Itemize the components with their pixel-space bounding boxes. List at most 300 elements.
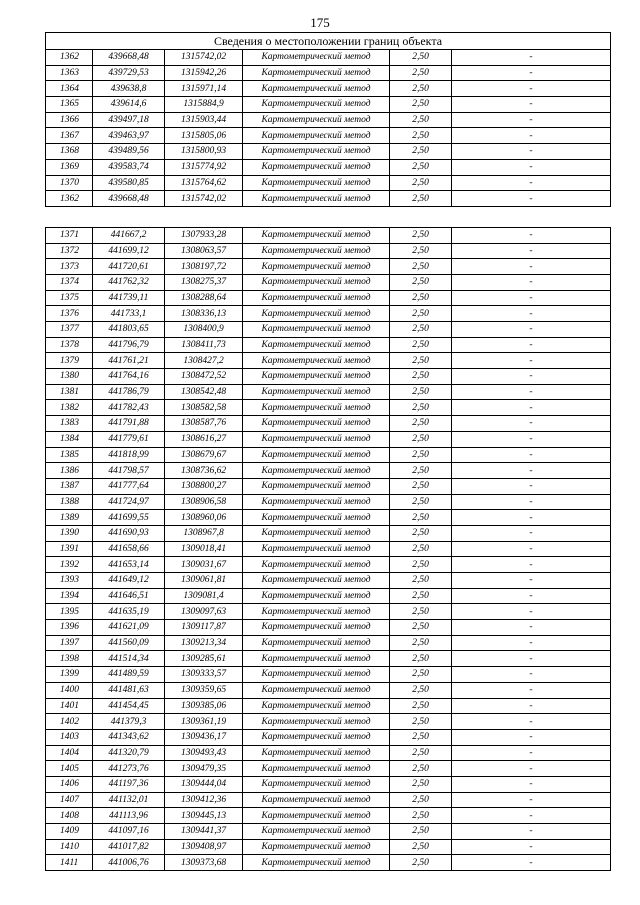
cell-method: Картометрический метод [243, 50, 390, 66]
cell-accuracy: 2,50 [390, 159, 452, 175]
cell-y-coordinate: 1309445,13 [165, 808, 243, 824]
table-row [46, 604, 611, 620]
cell-x-coordinate: 441762,32 [93, 274, 165, 290]
cell-y-coordinate: 1309493,43 [165, 745, 243, 761]
cell-y-coordinate: 1309061,81 [165, 573, 243, 589]
cell-method: Картометрический метод [243, 97, 390, 113]
cell-x-coordinate: 441514,34 [93, 651, 165, 667]
cell-point-number: 1393 [46, 573, 93, 589]
cell-point-number: 1401 [46, 698, 93, 714]
cell-description: - [452, 604, 611, 620]
boundary-table [45, 32, 611, 871]
cell-method: Картометрический метод [243, 81, 390, 97]
cell-description: - [452, 400, 611, 416]
table-row [46, 651, 611, 667]
cell-accuracy: 2,50 [390, 855, 452, 871]
cell-point-number: 1368 [46, 144, 93, 160]
cell-point-number: 1371 [46, 227, 93, 243]
cell-y-coordinate: 1309333,57 [165, 667, 243, 683]
cell-method: Картометрический метод [243, 855, 390, 871]
cell-method: Картометрический метод [243, 792, 390, 808]
table-row [46, 745, 611, 761]
table-row [46, 620, 611, 636]
cell-description: - [452, 776, 611, 792]
cell-method: Картометрический метод [243, 682, 390, 698]
cell-point-number: 1384 [46, 431, 93, 447]
cell-point-number: 1380 [46, 369, 93, 385]
cell-accuracy: 2,50 [390, 667, 452, 683]
cell-x-coordinate: 441113,96 [93, 808, 165, 824]
cell-point-number: 1394 [46, 588, 93, 604]
cell-accuracy: 2,50 [390, 776, 452, 792]
cell-description: - [452, 588, 611, 604]
cell-point-number: 1397 [46, 635, 93, 651]
cell-description: - [452, 635, 611, 651]
cell-method: Картометрический метод [243, 698, 390, 714]
cell-method: Картометрический метод [243, 557, 390, 573]
cell-accuracy: 2,50 [390, 604, 452, 620]
table-row [46, 541, 611, 557]
table-row [46, 353, 611, 369]
cell-x-coordinate: 439580,85 [93, 175, 165, 191]
cell-y-coordinate: 1309373,68 [165, 855, 243, 871]
cell-point-number: 1376 [46, 306, 93, 322]
cell-y-coordinate: 1308616,27 [165, 431, 243, 447]
cell-accuracy: 2,50 [390, 274, 452, 290]
cell-x-coordinate: 441646,51 [93, 588, 165, 604]
cell-accuracy: 2,50 [390, 839, 452, 855]
cell-y-coordinate: 1309444,04 [165, 776, 243, 792]
cell-point-number: 1387 [46, 478, 93, 494]
cell-accuracy: 2,50 [390, 588, 452, 604]
cell-x-coordinate: 441796,79 [93, 337, 165, 353]
cell-accuracy: 2,50 [390, 824, 452, 840]
cell-method: Картометрический метод [243, 447, 390, 463]
cell-description: - [452, 855, 611, 871]
cell-y-coordinate: 1309385,06 [165, 698, 243, 714]
cell-y-coordinate: 1308582,58 [165, 400, 243, 416]
cell-y-coordinate: 1309479,35 [165, 761, 243, 777]
cell-point-number: 1378 [46, 337, 93, 353]
cell-y-coordinate: 1309018,41 [165, 541, 243, 557]
cell-x-coordinate: 441764,16 [93, 369, 165, 385]
cell-description: - [452, 447, 611, 463]
cell-x-coordinate: 439668,48 [93, 191, 165, 207]
table-row [46, 792, 611, 808]
cell-method: Картометрический метод [243, 588, 390, 604]
cell-method: Картометрический метод [243, 353, 390, 369]
cell-accuracy: 2,50 [390, 81, 452, 97]
cell-accuracy: 2,50 [390, 50, 452, 66]
cell-x-coordinate: 441699,55 [93, 510, 165, 526]
cell-point-number: 1409 [46, 824, 93, 840]
cell-method: Картометрический метод [243, 175, 390, 191]
cell-accuracy: 2,50 [390, 306, 452, 322]
cell-description: - [452, 65, 611, 81]
table-row [46, 682, 611, 698]
cell-accuracy: 2,50 [390, 541, 452, 557]
cell-accuracy: 2,50 [390, 651, 452, 667]
cell-y-coordinate: 1309117,87 [165, 620, 243, 636]
cell-y-coordinate: 1309361,19 [165, 714, 243, 730]
cell-point-number: 1407 [46, 792, 93, 808]
page-number: 175 [310, 15, 330, 30]
table-row [46, 175, 611, 191]
cell-x-coordinate: 441782,43 [93, 400, 165, 416]
cell-point-number: 1406 [46, 776, 93, 792]
cell-description: - [452, 191, 611, 207]
table-row [46, 337, 611, 353]
cell-x-coordinate: 439729,53 [93, 65, 165, 81]
cell-description: - [452, 808, 611, 824]
table-row [46, 698, 611, 714]
cell-method: Картометрический метод [243, 306, 390, 322]
cell-method: Картометрический метод [243, 144, 390, 160]
table-row [46, 97, 611, 113]
cell-x-coordinate: 441097,16 [93, 824, 165, 840]
table-row [46, 274, 611, 290]
cell-y-coordinate: 1309412,36 [165, 792, 243, 808]
cell-y-coordinate: 1308800,27 [165, 478, 243, 494]
table-title-row [46, 33, 611, 50]
cell-accuracy: 2,50 [390, 447, 452, 463]
cell-y-coordinate: 1315774,92 [165, 159, 243, 175]
cell-accuracy: 2,50 [390, 175, 452, 191]
cell-method: Картометрический метод [243, 274, 390, 290]
cell-accuracy: 2,50 [390, 227, 452, 243]
cell-y-coordinate: 1309408,97 [165, 839, 243, 855]
cell-y-coordinate: 1308906,58 [165, 494, 243, 510]
cell-method: Картометрический метод [243, 573, 390, 589]
cell-point-number: 1363 [46, 65, 93, 81]
cell-y-coordinate: 1308288,64 [165, 290, 243, 306]
table-row [46, 714, 611, 730]
cell-method: Картометрический метод [243, 463, 390, 479]
cell-x-coordinate: 441720,61 [93, 259, 165, 275]
cell-accuracy: 2,50 [390, 65, 452, 81]
table-row [46, 839, 611, 855]
cell-x-coordinate: 441798,57 [93, 463, 165, 479]
cell-description: - [452, 128, 611, 144]
cell-method: Картометрический метод [243, 510, 390, 526]
cell-point-number: 1405 [46, 761, 93, 777]
cell-method: Картометрический метод [243, 839, 390, 855]
cell-x-coordinate: 441649,12 [93, 573, 165, 589]
cell-x-coordinate: 441699,12 [93, 243, 165, 259]
block-separator [46, 206, 611, 227]
cell-accuracy: 2,50 [390, 698, 452, 714]
cell-point-number: 1398 [46, 651, 93, 667]
cell-description: - [452, 431, 611, 447]
cell-point-number: 1377 [46, 322, 93, 338]
cell-x-coordinate: 441667,2 [93, 227, 165, 243]
cell-accuracy: 2,50 [390, 416, 452, 432]
cell-accuracy: 2,50 [390, 808, 452, 824]
cell-accuracy: 2,50 [390, 97, 452, 113]
cell-description: - [452, 541, 611, 557]
cell-point-number: 1403 [46, 729, 93, 745]
cell-description: - [452, 714, 611, 730]
cell-x-coordinate: 441481,63 [93, 682, 165, 698]
cell-point-number: 1364 [46, 81, 93, 97]
cell-x-coordinate: 441818,99 [93, 447, 165, 463]
cell-y-coordinate: 1308063,57 [165, 243, 243, 259]
cell-description: - [452, 243, 611, 259]
cell-method: Картометрический метод [243, 714, 390, 730]
cell-description: - [452, 761, 611, 777]
cell-method: Картометрический метод [243, 824, 390, 840]
table-row [46, 81, 611, 97]
cell-point-number: 1370 [46, 175, 93, 191]
table-row [46, 510, 611, 526]
table-row [46, 729, 611, 745]
cell-y-coordinate: 1308679,67 [165, 447, 243, 463]
cell-description: - [452, 306, 611, 322]
cell-y-coordinate: 1309213,34 [165, 635, 243, 651]
table-row [46, 776, 611, 792]
cell-y-coordinate: 1309285,61 [165, 651, 243, 667]
cell-x-coordinate: 441690,93 [93, 525, 165, 541]
cell-method: Картометрический метод [243, 112, 390, 128]
table-row [46, 761, 611, 777]
cell-point-number: 1395 [46, 604, 93, 620]
cell-method: Картометрический метод [243, 400, 390, 416]
cell-method: Картометрический метод [243, 369, 390, 385]
cell-accuracy: 2,50 [390, 557, 452, 573]
cell-point-number: 1402 [46, 714, 93, 730]
cell-x-coordinate: 441621,09 [93, 620, 165, 636]
cell-x-coordinate: 441724,97 [93, 494, 165, 510]
cell-point-number: 1392 [46, 557, 93, 573]
cell-method: Картометрический метод [243, 431, 390, 447]
cell-point-number: 1383 [46, 416, 93, 432]
cell-x-coordinate: 441454,45 [93, 698, 165, 714]
cell-description: - [452, 525, 611, 541]
cell-x-coordinate: 441761,21 [93, 353, 165, 369]
cell-y-coordinate: 1308472,52 [165, 369, 243, 385]
cell-y-coordinate: 1315884,9 [165, 97, 243, 113]
cell-point-number: 1375 [46, 290, 93, 306]
cell-y-coordinate: 1315800,93 [165, 144, 243, 160]
cell-description: - [452, 50, 611, 66]
table-row [46, 128, 611, 144]
table-row [46, 447, 611, 463]
cell-method: Картометрический метод [243, 478, 390, 494]
table-row [46, 808, 611, 824]
cell-x-coordinate: 441343,62 [93, 729, 165, 745]
cell-method: Картометрический метод [243, 541, 390, 557]
cell-description: - [452, 322, 611, 338]
cell-method: Картометрический метод [243, 620, 390, 636]
cell-x-coordinate: 441320,79 [93, 745, 165, 761]
cell-description: - [452, 290, 611, 306]
cell-point-number: 1362 [46, 191, 93, 207]
cell-point-number: 1396 [46, 620, 93, 636]
cell-point-number: 1365 [46, 97, 93, 113]
cell-accuracy: 2,50 [390, 510, 452, 526]
cell-description: - [452, 557, 611, 573]
cell-point-number: 1388 [46, 494, 93, 510]
table-row [46, 588, 611, 604]
cell-point-number: 1367 [46, 128, 93, 144]
cell-accuracy: 2,50 [390, 525, 452, 541]
table-row [46, 227, 611, 243]
cell-description: - [452, 729, 611, 745]
cell-y-coordinate: 1309436,17 [165, 729, 243, 745]
cell-accuracy: 2,50 [390, 259, 452, 275]
cell-x-coordinate: 441658,66 [93, 541, 165, 557]
cell-point-number: 1390 [46, 525, 93, 541]
cell-x-coordinate: 441635,19 [93, 604, 165, 620]
cell-method: Картометрический метод [243, 776, 390, 792]
cell-accuracy: 2,50 [390, 128, 452, 144]
cell-accuracy: 2,50 [390, 573, 452, 589]
cell-accuracy: 2,50 [390, 761, 452, 777]
cell-point-number: 1381 [46, 384, 93, 400]
table-row [46, 306, 611, 322]
cell-method: Картометрический метод [243, 494, 390, 510]
cell-method: Картометрический метод [243, 159, 390, 175]
cell-accuracy: 2,50 [390, 337, 452, 353]
table-row [46, 635, 611, 651]
cell-description: - [452, 698, 611, 714]
cell-point-number: 1362 [46, 50, 93, 66]
cell-x-coordinate: 441560,09 [93, 635, 165, 651]
cell-point-number: 1369 [46, 159, 93, 175]
cell-method: Картометрический метод [243, 729, 390, 745]
cell-method: Картометрический метод [243, 65, 390, 81]
table-row [46, 400, 611, 416]
cell-y-coordinate: 1308542,48 [165, 384, 243, 400]
cell-y-coordinate: 1308960,06 [165, 510, 243, 526]
cell-x-coordinate: 441273,76 [93, 761, 165, 777]
table-row [46, 667, 611, 683]
cell-accuracy: 2,50 [390, 620, 452, 636]
cell-y-coordinate: 1315764,62 [165, 175, 243, 191]
cell-description: - [452, 337, 611, 353]
table-row [46, 824, 611, 840]
table-row [46, 50, 611, 66]
cell-description: - [452, 494, 611, 510]
cell-y-coordinate: 1315742,02 [165, 50, 243, 66]
cell-x-coordinate: 441132,01 [93, 792, 165, 808]
cell-accuracy: 2,50 [390, 191, 452, 207]
cell-accuracy: 2,50 [390, 353, 452, 369]
cell-x-coordinate: 439638,8 [93, 81, 165, 97]
cell-point-number: 1399 [46, 667, 93, 683]
cell-description: - [452, 510, 611, 526]
cell-y-coordinate: 1308275,37 [165, 274, 243, 290]
cell-y-coordinate: 1309097,63 [165, 604, 243, 620]
cell-accuracy: 2,50 [390, 745, 452, 761]
cell-y-coordinate: 1307933,28 [165, 227, 243, 243]
cell-y-coordinate: 1315742,02 [165, 191, 243, 207]
cell-x-coordinate: 441786,79 [93, 384, 165, 400]
cell-x-coordinate: 439497,18 [93, 112, 165, 128]
table-row [46, 159, 611, 175]
cell-accuracy: 2,50 [390, 144, 452, 160]
table-row [46, 416, 611, 432]
table-row [46, 259, 611, 275]
cell-description: - [452, 175, 611, 191]
cell-method: Картометрический метод [243, 635, 390, 651]
cell-description: - [452, 274, 611, 290]
cell-x-coordinate: 441017,82 [93, 839, 165, 855]
cell-accuracy: 2,50 [390, 463, 452, 479]
cell-x-coordinate: 441006,76 [93, 855, 165, 871]
cell-point-number: 1374 [46, 274, 93, 290]
cell-accuracy: 2,50 [390, 792, 452, 808]
separator-cell [46, 206, 611, 227]
cell-x-coordinate: 441653,14 [93, 557, 165, 573]
cell-y-coordinate: 1308197,72 [165, 259, 243, 275]
cell-method: Картометрический метод [243, 604, 390, 620]
cell-point-number: 1389 [46, 510, 93, 526]
cell-point-number: 1404 [46, 745, 93, 761]
cell-y-coordinate: 1308411,73 [165, 337, 243, 353]
cell-description: - [452, 839, 611, 855]
cell-y-coordinate: 1308587,76 [165, 416, 243, 432]
cell-x-coordinate: 441197,36 [93, 776, 165, 792]
cell-x-coordinate: 441777,64 [93, 478, 165, 494]
cell-x-coordinate: 441733,1 [93, 306, 165, 322]
cell-x-coordinate: 441779,61 [93, 431, 165, 447]
cell-x-coordinate: 441739,11 [93, 290, 165, 306]
table-row [46, 243, 611, 259]
cell-description: - [452, 620, 611, 636]
cell-accuracy: 2,50 [390, 431, 452, 447]
cell-accuracy: 2,50 [390, 322, 452, 338]
cell-point-number: 1410 [46, 839, 93, 855]
cell-point-number: 1408 [46, 808, 93, 824]
cell-y-coordinate: 1309441,37 [165, 824, 243, 840]
table-row [46, 573, 611, 589]
cell-x-coordinate: 439614,6 [93, 97, 165, 113]
cell-description: - [452, 81, 611, 97]
cell-method: Картометрический метод [243, 416, 390, 432]
cell-point-number: 1372 [46, 243, 93, 259]
cell-accuracy: 2,50 [390, 290, 452, 306]
cell-accuracy: 2,50 [390, 714, 452, 730]
cell-y-coordinate: 1308736,62 [165, 463, 243, 479]
cell-y-coordinate: 1315971,14 [165, 81, 243, 97]
cell-accuracy: 2,50 [390, 384, 452, 400]
cell-y-coordinate: 1315942,26 [165, 65, 243, 81]
cell-accuracy: 2,50 [390, 112, 452, 128]
cell-accuracy: 2,50 [390, 635, 452, 651]
cell-description: - [452, 144, 611, 160]
table-row [46, 463, 611, 479]
cell-y-coordinate: 1309031,67 [165, 557, 243, 573]
cell-accuracy: 2,50 [390, 400, 452, 416]
cell-method: Картометрический метод [243, 259, 390, 275]
cell-accuracy: 2,50 [390, 729, 452, 745]
cell-point-number: 1366 [46, 112, 93, 128]
cell-method: Картометрический метод [243, 128, 390, 144]
table-row [46, 112, 611, 128]
cell-accuracy: 2,50 [390, 682, 452, 698]
cell-method: Картометрический метод [243, 384, 390, 400]
cell-description: - [452, 651, 611, 667]
cell-point-number: 1400 [46, 682, 93, 698]
table-title: Сведения о местоположении границ объекта [46, 33, 611, 50]
cell-point-number: 1373 [46, 259, 93, 275]
cell-point-number: 1391 [46, 541, 93, 557]
cell-method: Картометрический метод [243, 651, 390, 667]
cell-x-coordinate: 441379,3 [93, 714, 165, 730]
table-row [46, 384, 611, 400]
cell-x-coordinate: 439463,97 [93, 128, 165, 144]
